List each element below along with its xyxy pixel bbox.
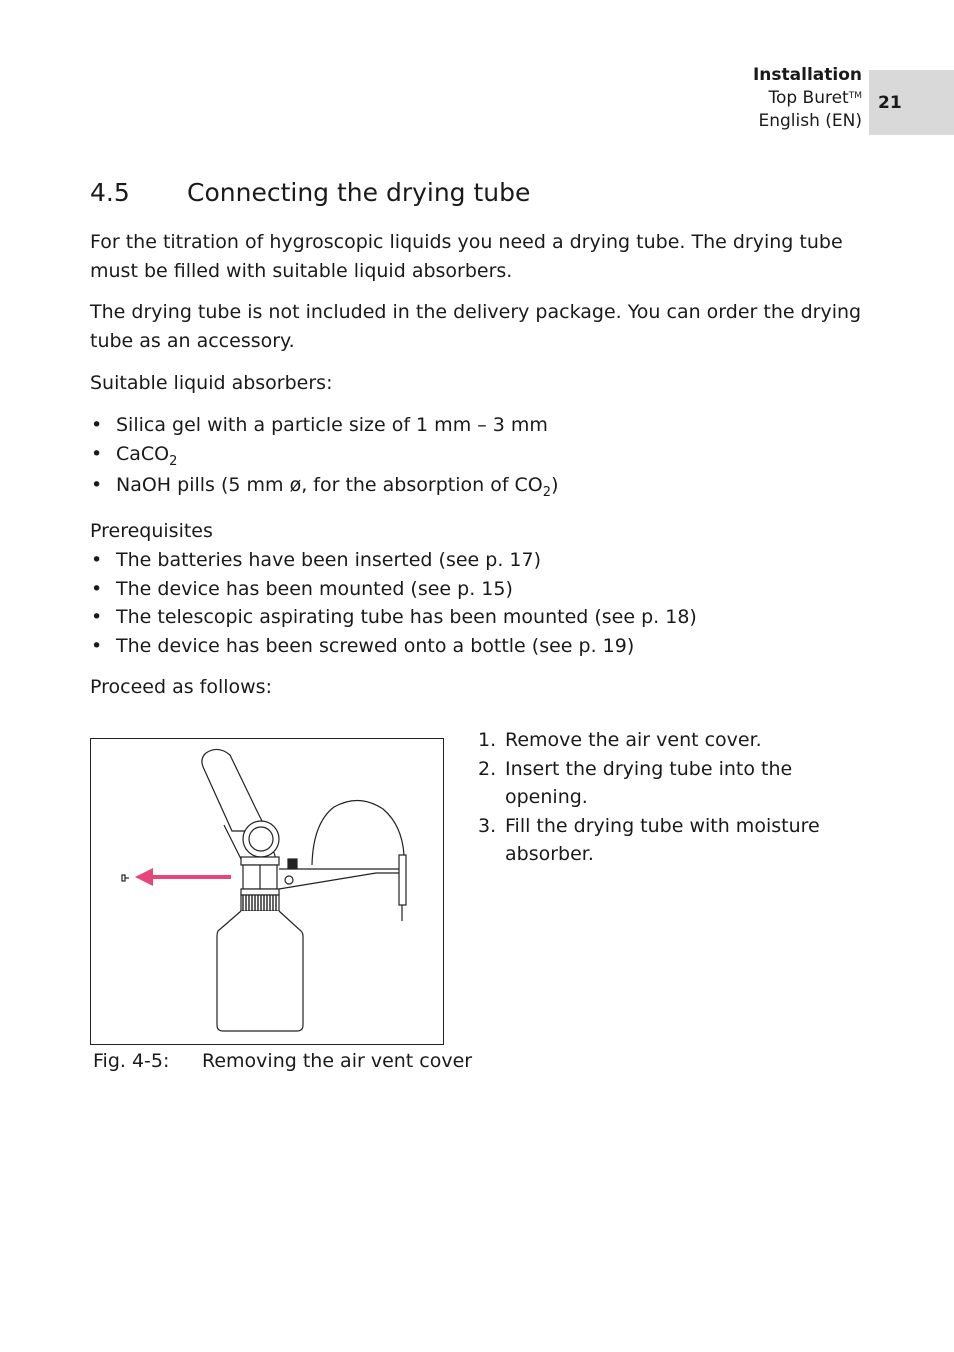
- list-item: • The device has been mounted (see p. 15): [90, 575, 697, 604]
- trademark-mark: TM: [848, 91, 862, 101]
- running-header: [753, 64, 862, 133]
- arrow-head: [135, 868, 153, 886]
- delivery-paragraph: The drying tube is not included in the delivery package. You can order the drying tube as an accessory.: [90, 301, 862, 352]
- absorber-silica: Silica gel with a particle size of 1 mm – 3 mm: [116, 414, 548, 436]
- proceed-label: Proceed as follows:: [90, 676, 272, 698]
- discharge-arm: [279, 869, 401, 889]
- reagent-bottle: [217, 911, 303, 1031]
- list-item: • The telescopic aspirating tube has been mounted (see p. 18): [90, 603, 697, 632]
- subscript-two: 2: [169, 453, 178, 469]
- figure-caption: [93, 1047, 472, 1075]
- list-item: [90, 411, 558, 440]
- step-text: Remove the air vent cover.: [505, 729, 762, 751]
- step-number: 2.: [478, 757, 497, 780]
- step-text: Fill the drying tube with moisture absorber.: [505, 814, 820, 865]
- section-heading: [90, 178, 530, 207]
- header-product-line: [753, 87, 862, 110]
- list-item: • The batteries have been inserted (see p. 17): [90, 546, 697, 575]
- section-title: Connecting the drying tube: [187, 178, 531, 207]
- intro-paragraph: For the titration of hygroscopic liquids you need a drying tube. The drying tube must be filled with suitable liquid absorbers.: [90, 231, 843, 282]
- list-item: [478, 812, 858, 869]
- section-number: 4.5: [90, 178, 130, 207]
- absorber-naoh: NaOH pills (5 mm ø, for the absorption of CO: [116, 474, 543, 496]
- step-number: 1.: [478, 729, 497, 751]
- list-item: [90, 440, 558, 469]
- step-text: Insert the drying tube into the opening.: [505, 757, 793, 808]
- step-number: 3.: [478, 814, 497, 837]
- header-language: English (EN): [758, 111, 862, 131]
- absorbers-intro: Suitable liquid absorbers:: [90, 372, 333, 394]
- prerequisites-list: [90, 546, 697, 660]
- prerequisites-title: Prerequisites: [90, 520, 213, 542]
- discharge-nozzle: [399, 855, 406, 905]
- page-number-tab: [869, 70, 954, 135]
- absorbers-list: [90, 411, 558, 500]
- air-vent-opening: [288, 859, 297, 868]
- direction-arrow: [135, 868, 231, 886]
- buret-drawing: [91, 739, 443, 1044]
- subscript-two: 2: [542, 485, 552, 500]
- list-item: [90, 471, 558, 500]
- header-product: Top Buret: [768, 88, 849, 108]
- figure-label: Fig. 4-5:: [93, 1050, 170, 1072]
- discharge-tube: [312, 800, 404, 865]
- steps-list: [478, 726, 858, 869]
- figure-illustration: [90, 738, 444, 1045]
- list-item: • The device has been screwed onto a bottle (see p. 19): [90, 632, 697, 661]
- list-item: [478, 755, 858, 812]
- list-item: [478, 726, 858, 755]
- air-vent-cover: [122, 875, 129, 881]
- page-number: 21: [878, 92, 902, 113]
- header-section: Installation: [752, 65, 862, 85]
- figure-caption-text: Removing the air vent cover: [202, 1050, 473, 1072]
- closing-paren: ): [551, 474, 559, 496]
- absorber-caco: CaCO: [116, 442, 170, 465]
